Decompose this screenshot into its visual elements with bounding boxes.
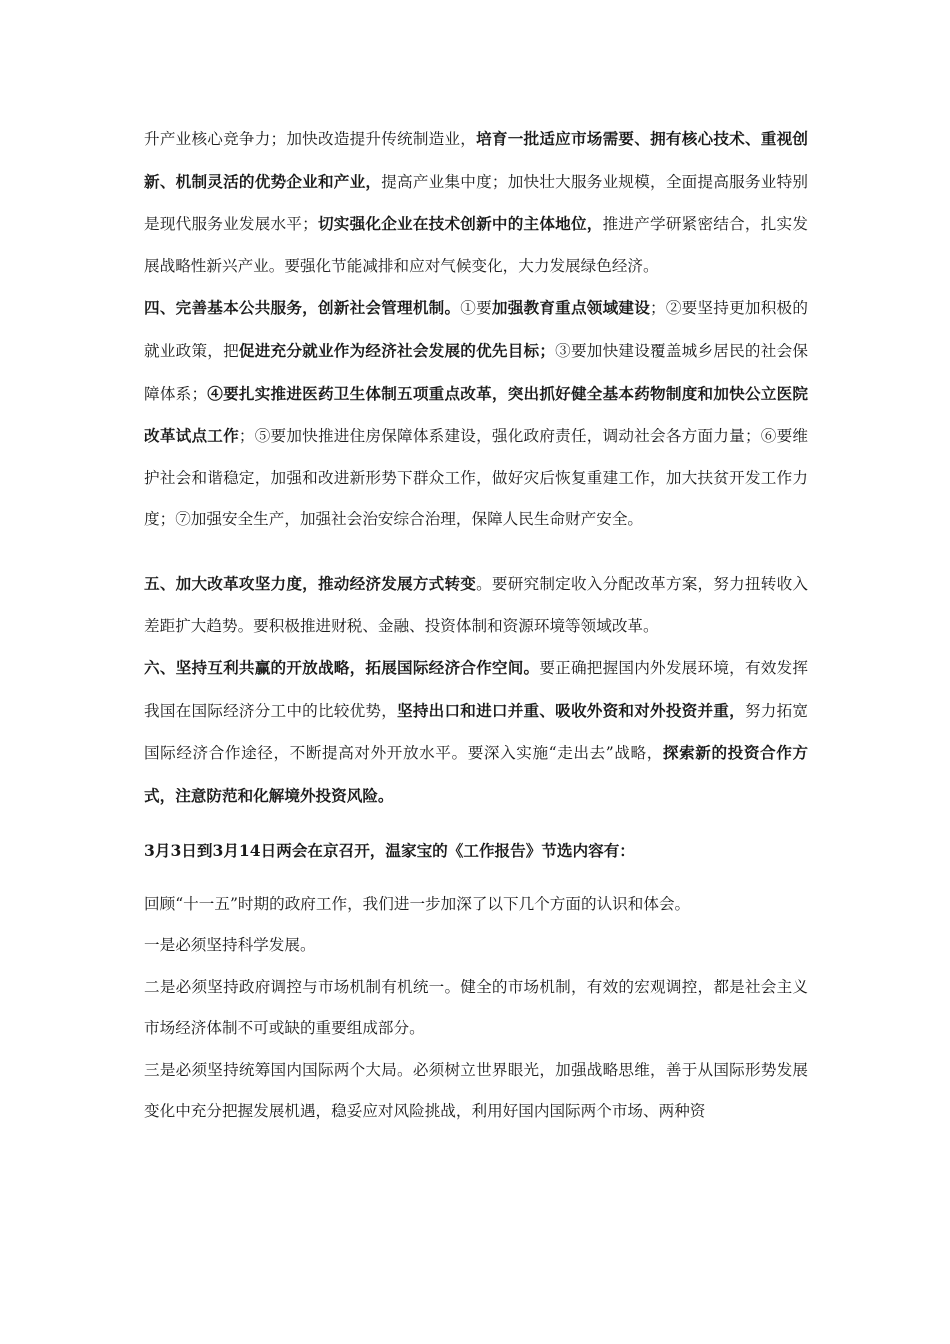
- text-run: 升产业核心竞争力；加快改造提升传统制造业，: [144, 130, 477, 148]
- text-run: ；②要坚持更加积极的就业政策，把: [144, 299, 808, 360]
- text-run: 要正确把握国内外发展环境，有效发挥我国在国际经济分工中的比较优势，: [144, 659, 808, 720]
- text-run: 。要研究制定收入分配改革方案，努力扭转收入差距扩大趋势。要积极推进财税、金融、投资体制和资源环境等领域改革。: [144, 574, 808, 635]
- paragraph-public-services: [144, 287, 808, 541]
- paragraph-industry: [144, 118, 808, 287]
- text-run: 推进产学研紧密结合，扎实发展战略性新兴产业。要强化节能减排和应对气候变化，大力发展绿色经济。: [144, 215, 808, 275]
- bold-text-run: 促进充分就业作为经济社会发展的优先目标；: [238, 340, 555, 360]
- paragraph-point-one: [144, 925, 808, 967]
- bold-text-run: 五、加大改革攻坚力度，推动经济发展方式转变: [144, 573, 477, 593]
- bold-text-run: 切实强化企业在技术创新中的主体地位，: [317, 214, 603, 234]
- text-run: ；⑤要加快推进住房保障体系建设，强化政府责任，调动社会各方面力量；⑥要维护社会和谐稳定，加强和改进新形势下群众工作，做好灾后恢复重建工作，加大扶贫开发工作力度；⑦加强安全生产，加强社会治安综合治理，保障人民生命财产安全。: [144, 427, 808, 529]
- paragraph-point-three: [144, 1050, 808, 1133]
- bold-text-run: ④要扎实推进医药卫生体制五项重点改革，突出抓好健全基本药物制度和加快公立医院改革试点工作: [144, 383, 808, 446]
- text-run: 努力拓宽国际经济合作途径，不断提高对外开放水平。要深入实施“走出去”战略，: [144, 701, 808, 763]
- bold-text-run: 培育一批适应市场需要、拥有核心技术、重视创新、机制灵活的优势企业和产业，: [144, 129, 808, 191]
- paragraph-review: [144, 884, 808, 926]
- bold-text-run: 3月3日到3月14日两会在京召开，温家宝的《工作报告》节选内容有：: [144, 840, 635, 860]
- text-run: 二是必须坚持政府调控与市场机制有机统一。健全的市场机制，有效的宏观调控，都是社会主义市场经济体制不可或缺的重要组成部分。: [144, 977, 808, 1038]
- bold-text-run: 探索新的投资合作方式，注意防范和化解境外投资风险。: [144, 743, 808, 805]
- text-run: ①要: [460, 299, 492, 318]
- bold-text-run: 加强教育重点领域建设: [491, 298, 651, 318]
- text-run: ③要加快建设覆盖城乡居民的社会保障体系；: [144, 341, 808, 403]
- text-run: 一是必须坚持科学发展。: [144, 936, 316, 955]
- paragraph-opening: [144, 647, 808, 817]
- document-page: [144, 118, 808, 1133]
- text-run: 提高产业集中度；加快壮大服务业规模，全面提高服务业特别是现代服务业发展水平；: [144, 172, 808, 234]
- text-run: 回顾“十一五”时期的政府工作，我们进一步加深了以下几个方面的认识和体会。: [144, 894, 691, 913]
- spacer: [144, 872, 808, 884]
- bold-text-run: 六、坚持互利共赢的开放战略，拓展国际经济合作空间。: [144, 658, 540, 678]
- spacer: [144, 541, 808, 563]
- text-run: 三是必须坚持统筹国内国际两个大局。必须树立世界眼光，加强战略思维，善于从国际形势发展变化中充分把握发展机遇，稳妥应对风险挑战，利用好国内国际两个市场、两种资: [144, 1060, 808, 1121]
- section-heading: [144, 830, 808, 872]
- bold-text-run: 坚持出口和进口并重、吸收外资和对外投资并重，: [397, 700, 745, 720]
- bold-text-run: 四、完善基本公共服务，创新社会管理机制。: [144, 298, 461, 318]
- paragraph-point-two: [144, 967, 808, 1050]
- paragraph-reform: [144, 563, 808, 647]
- spacer: [144, 818, 808, 830]
